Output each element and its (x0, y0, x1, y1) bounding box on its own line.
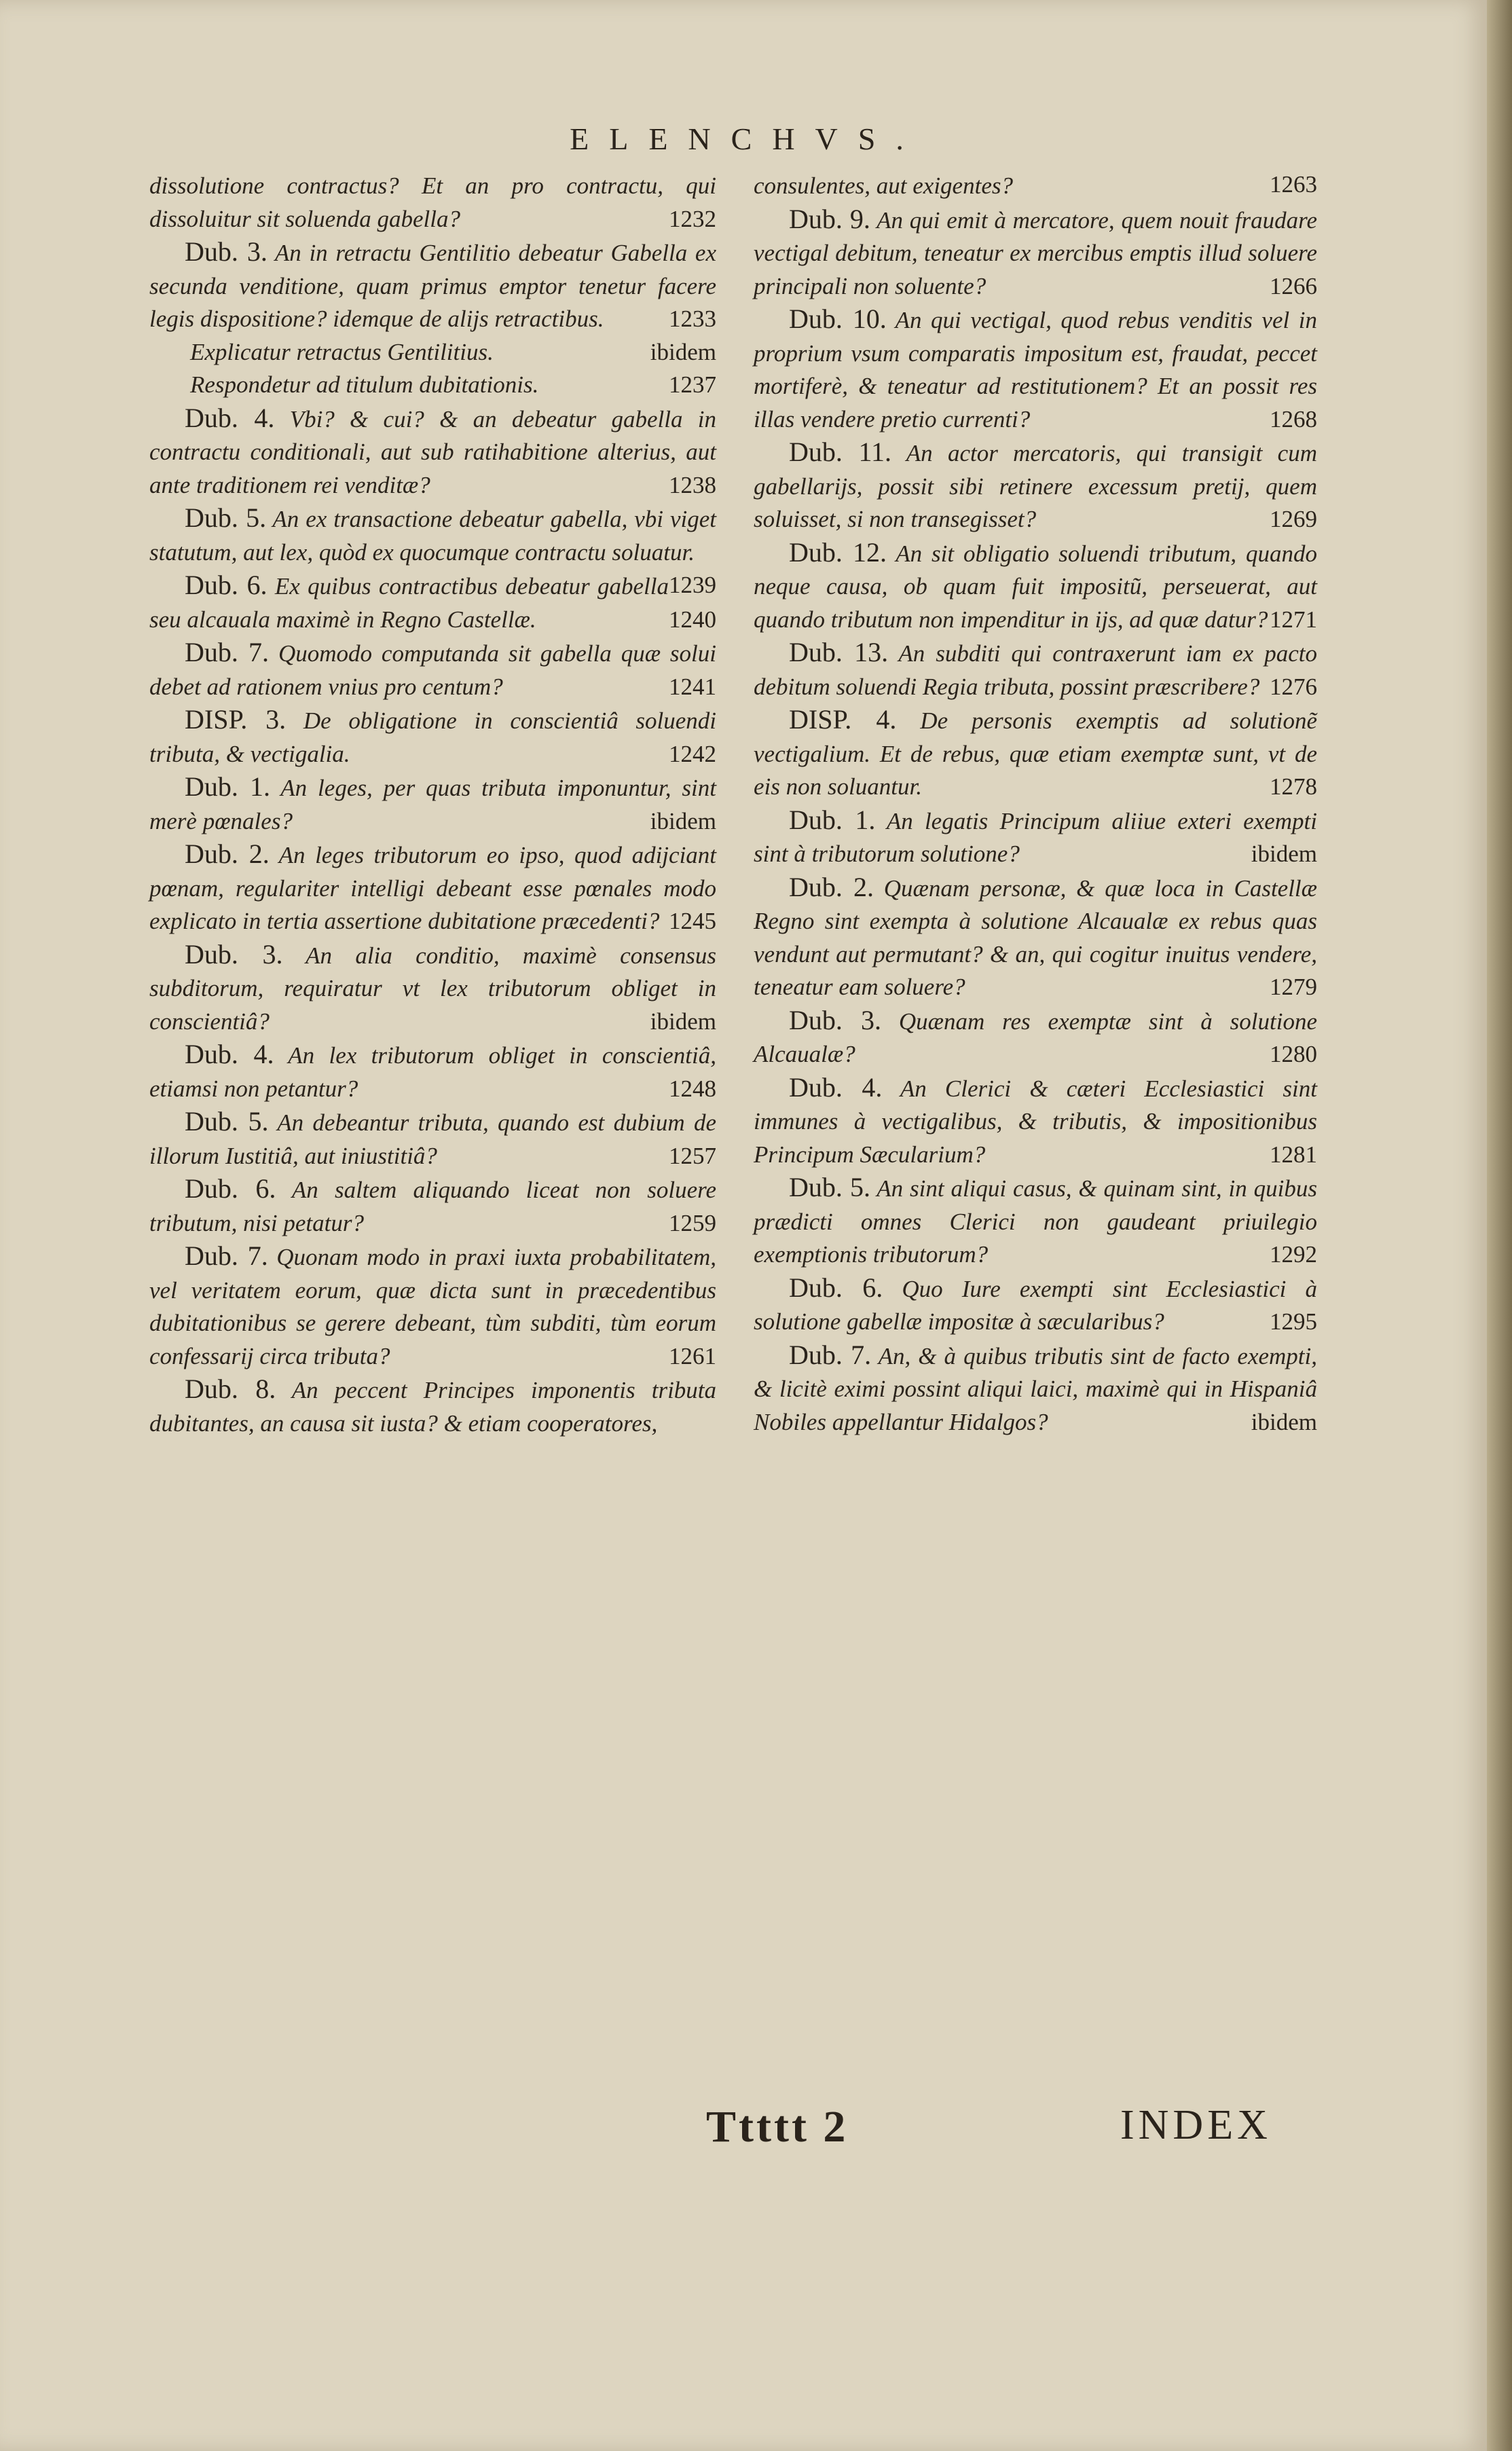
index-entry: Dub. 4. An lex tributorum obliget in conscientiâ, etiamsi non petantur? 1248 (149, 1039, 716, 1102)
right-column (754, 168, 1317, 1439)
page-edge (1487, 0, 1512, 2451)
index-entry: Dub. 4. An Clerici & cæteri Ecclesiastici sint immunes à vectigalibus, & tributis, & impositionibus Principum Sæcularium? 1281 (754, 1071, 1317, 1168)
index-entry: Dub. 11. An actor mercatoris, qui transigit cum gabellarijs, possit sibi retinere excessum pretij, quem soluisset, si non transegisset? 1269 (754, 437, 1317, 532)
running-header: ELENCHVS. (570, 122, 924, 156)
index-entry: Dub. 6. Ex quibus contractibus debeatur gabella seu alcauala maximè in Regno Castellæ. 1240 (149, 570, 716, 633)
index-entry: DISP. 4. De personis exemptis ad solutionẽ vectigalium. Et de rebus, quæ etiam exemptæ sunt, vt de eis non soluantur. 1278 (754, 704, 1318, 800)
catchword: INDEX (1120, 2102, 1272, 2148)
index-entry: Explicatur retractus Gentilitius. ibidem (190, 338, 716, 365)
index-entry: DISP. 3. De obligatione in conscientiâ soluendi tributa, & vectigalia. 1242 (149, 704, 717, 767)
index-entry: Dub. 6. Quo Iure exempti sint Ecclesiastici à solutione gabellæ impositæ à sæcularibus? 1295 (754, 1272, 1317, 1335)
index-entry: Dub. 2. Quænam personæ, & quæ loca in Castellæ Regno sint exempta à solutione Alcaualæ ex rebus quas vendunt aut permutant? & an, qui cogitur inuitus vendere, teneatur eam soluere? 1279 (754, 871, 1318, 1000)
index-entry: dissolutione contractus? Et an pro contractu, qui dissoluitur sit soluenda gabella? 1232 (149, 172, 716, 232)
index-entry: Dub. 5. An ex transactione debeatur gabella, vbi viget statutum, aut lex, quòd ex quocumque contractu soluatur. 1239 (149, 502, 716, 598)
index-entry: Dub. 7. Quonam modo in praxi iuxta probabilitatem, vel veritatem eorum, quæ dicta sunt in præcedentibus dubitationibus se gerere debeant, tùm subditi, tùm eorum confessarij circa tributa? 1261 (149, 1240, 716, 1369)
index-entry: Dub. 3. An in retractu Gentilitio debeatur Gabella ex secunda venditione, quam primus emptor tenetur facere legis dispositione? idemque de alijs retractibus. 1233 (149, 236, 716, 332)
left-column (149, 168, 716, 1440)
index-entry: Dub. 13. An subditi qui contraxerunt iam ex pacto debitum soluendi Regia tributa, possint præscribere? 1276 (754, 637, 1317, 700)
index-entry: Dub. 5. An sint aliqui casus, & quinam sint, in quibus prædicti omnes Clerici non gaudeant priuilegio exemptionis tributorum? 1292 (754, 1172, 1317, 1268)
index-entry: Dub. 10. An qui vectigal, quod rebus venditis vel in proprium vsum comparatis impositum est, fraudat, peccet mortiferè, & teneatur ad restitutionem? Et an possit res illas vendere pretio currenti? 1268 (754, 303, 1317, 432)
index-entry: Dub. 9. An qui emit à mercatore, quem nouit fraudare vectigal debitum, teneatur ex mercibus emptis illud soluere principali non soluente? 1266 (754, 203, 1317, 299)
index-entry: Dub. 3. An alia conditio, maximè consensus subditorum, requiratur vt lex tributorum obliget in conscientiâ? ibidem (149, 938, 717, 1035)
index-entry: Dub. 1. An leges, per quas tributa imponuntur, sint merè pœnales? ibidem (149, 771, 717, 834)
index-entry: Dub. 2. An leges tributorum eo ipso, quod adijciant pœnam, regulariter intelligi debeant esse pœnales modo explicato in tertia assertione dubitatione præcedenti? 1245 (149, 838, 717, 934)
index-entry: Dub. 1. An legatis Principum aliiue exteri exempti sint à tributorum solutione? ibidem (754, 804, 1317, 867)
index-entry: Dub. 4. Vbi? & cui? & an debeatur gabella in contractu conditionali, aut sub ratihabitione alterius, aut ante traditionem rei venditæ? 1238 (149, 402, 717, 498)
index-entry: consulentes, aut exigentes? 1263 (754, 171, 1317, 199)
index-entry: Dub. 6. An saltem aliquando liceat non soluere tributum, nisi petatur? 1259 (149, 1173, 717, 1236)
index-entry: Respondetur ad titulum dubitationis. 1237 (190, 371, 716, 398)
signature-mark: Ttttt 2 (706, 2102, 849, 2152)
index-entry: Dub. 8. An peccent Principes imponentis tributa dubitantes, an causa sit iusta? & etiam cooperatores, (149, 1374, 717, 1437)
index-entry: Dub. 3. Quænam res exemptæ sint à solutione Alcaualæ? 1280 (754, 1004, 1318, 1067)
index-entry: Dub. 5. An debeantur tributa, quando est dubium de illorum Iustitiâ, aut iniustitiâ? 1257 (149, 1106, 716, 1169)
index-entry: Dub. 7. Quomodo computanda sit gabella quæ solui debet ad rationem vnius pro centum? 1241 (149, 637, 717, 700)
index-entry: Dub. 12. An sit obligatio soluendi tributum, quando neque causa, ob quam fuit impositũ, perseuerat, aut quando tributum non impenditur in ijs, ad quæ datur? 1271 (754, 536, 1317, 633)
index-entry: Dub. 7. An, & à quibus tributis sint de facto exempti, & licitè eximi possint aliqui laici, maximè qui in Hispaniâ Nobiles appellantur Hidalgos? ibidem (754, 1339, 1317, 1435)
